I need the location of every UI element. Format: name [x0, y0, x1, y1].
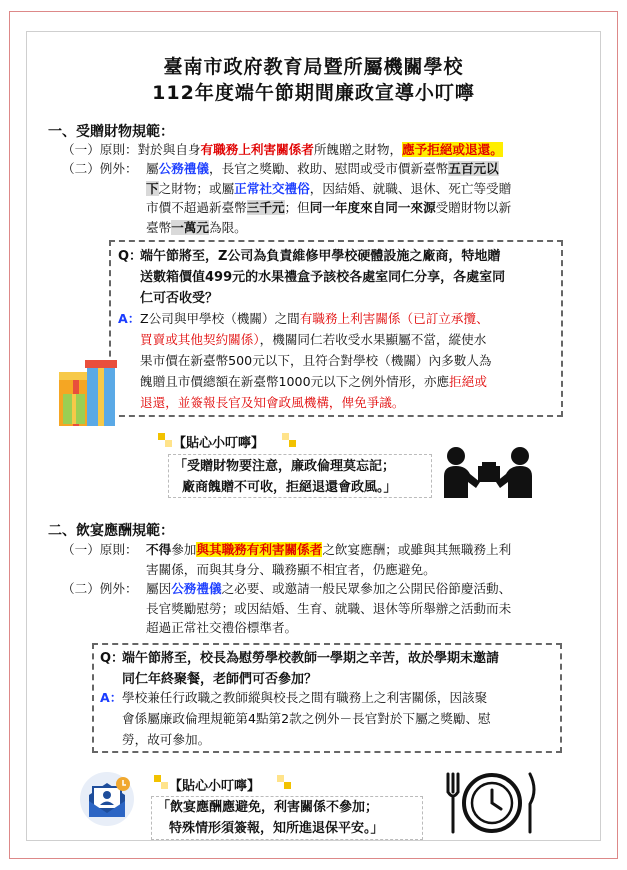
principle-label: （一）原則：: [62, 142, 138, 157]
ex-gray: 一萬元: [171, 219, 209, 235]
principle-text: 對於與自身: [137, 142, 201, 157]
q-line: 端午節將至，Z公司為負責維修甲學校硬體設施之廠商，特地贈: [140, 249, 501, 264]
qa2-question: [100, 648, 556, 690]
tip-line: 廠商餽贈不可收，拒絕退還會政風。」: [182, 480, 397, 495]
ex-gray: 五百元以: [448, 161, 499, 176]
ex-text: 為限。: [208, 219, 247, 235]
ex-text: 市價不超過新臺幣: [146, 200, 247, 216]
bribe-exchange-icon: [440, 442, 536, 500]
section2-heading: 二、飲宴應酬規範：: [48, 523, 174, 539]
q-line: 送數箱價值499元的水果禮盒予該校各處室同仁分享，各處室同: [140, 270, 506, 285]
ex-text: 屬: [146, 161, 159, 176]
q-label: Q：: [100, 651, 125, 666]
section1-principle: [62, 140, 503, 160]
title-line-2: 112年度端午節期間廉政宣導小叮嚀: [152, 82, 475, 104]
ex-text: 之財物；或屬: [158, 180, 235, 196]
ex-blue: 正常社交禮俗: [234, 180, 310, 196]
tip-line: 「飲宴應酬應避免，利害關係不參加；: [157, 800, 379, 815]
a-label: A：: [118, 311, 141, 326]
qa1-question: [118, 246, 558, 309]
ex-blue: 公務禮儀: [171, 581, 222, 596]
pr-highlight: 與其職務有利害關係者: [196, 542, 323, 557]
section1-heading: 一、受贈財物規範：: [48, 124, 174, 140]
pr-bold: 不得: [146, 542, 172, 557]
a-text: ，機關同仁若收受水果顯屬不當，縱使水: [259, 332, 487, 347]
section2-principle: [146, 540, 586, 579]
ex-blue: 公務禮儀: [158, 161, 209, 176]
a-red: 有職務上利害關係（已訂立承攬、: [299, 311, 489, 326]
ex-text: ；但: [284, 200, 310, 216]
a-label: A：: [100, 690, 123, 705]
pr-text: 害關係，而與其身分、職務顯不相宜者，仍應避免。: [146, 561, 436, 577]
section2-exception-label: （二）例外：: [62, 581, 138, 596]
qa1-answer: [118, 308, 563, 413]
dinner-plate-clock-icon: [440, 770, 540, 836]
a-text: 會係屬廉政倫理規範第4點第2款之例外－長官對於下屬之獎勵、慰: [122, 711, 491, 726]
tip1-title: 【貼心小叮嚀】: [173, 436, 265, 451]
gift-box-icon: [57, 358, 119, 430]
section1-exception-label: （二）例外：: [62, 161, 138, 176]
tip1-frame: [168, 454, 432, 498]
principle-red: 有職務上利害關係者: [200, 142, 314, 157]
a-red: 退還，並簽報長官及知會政風機構，俾免爭議。: [140, 395, 405, 410]
pr-text: 之飲宴應酬；或雖與其無職務上利: [322, 542, 512, 557]
a-text: 餽贈且市價總額在新臺幣1000元以下之例外情形，亦應: [140, 374, 450, 389]
ex-text: 長官獎勵慰勞；或因結婚、生育、就職、退休等所舉辦之活動而未: [146, 600, 512, 616]
tip2-frame: [151, 796, 423, 840]
ex-gray: 下: [146, 180, 159, 196]
q-label: Q：: [118, 249, 143, 264]
ex-text: 超過正常社交禮俗標準者。: [146, 620, 298, 636]
ex-text: 臺幣: [146, 219, 172, 235]
a-text: Z公司與甲學校（機關）之間: [140, 311, 300, 326]
ex-text: 受贈財物以新: [435, 200, 512, 216]
tip-decor: [165, 440, 172, 447]
a-text: 學校兼任行政職之教師縱與校長之間有職務上之利害關係，因該聚: [122, 690, 488, 705]
q-line: 同仁年終聚餐，老師們可否參加？: [122, 672, 318, 687]
tip2-title: 【貼心小叮嚀】: [169, 779, 261, 794]
section1-exception: [146, 159, 586, 237]
a-red: 拒絕或: [449, 374, 487, 389]
tip-decor: [282, 433, 289, 440]
tip-line: 特殊情形須簽報，知所進退保平安。」: [169, 821, 384, 836]
ex-text: 之必要、或邀請一般民眾參加之公開民俗節慶活動、: [221, 581, 512, 596]
title-line-1: 臺南市政府教育局暨所屬機關學校: [163, 56, 464, 78]
invitation-envelope-icon: [79, 771, 135, 827]
section2-principle-label: （一）原則：: [62, 542, 138, 557]
tip-decor: [154, 775, 161, 782]
a-text: 果市價在新臺幣500元以下，且符合對學校（機關）內多數人為: [140, 353, 492, 368]
a-red: 買賣或其他契約關係）: [140, 332, 260, 347]
tip-decor: [289, 440, 296, 447]
qa2-answer: [100, 687, 556, 750]
ex-text: ，因結婚、就職、退休、死亡等受贈: [309, 180, 512, 196]
pr-text: 參加: [171, 542, 197, 557]
tip-decor: [284, 782, 291, 789]
principle-highlight: 應予拒絕或退還。: [402, 142, 503, 157]
ex-text: ，長官之獎勵、救助、慰問或受市價新臺幣: [208, 161, 449, 176]
tip-decor: [161, 782, 168, 789]
ex-text: 屬因: [146, 581, 172, 596]
principle-mid: 所餽贈之財物，: [313, 142, 403, 157]
tip-decor: [158, 433, 165, 440]
tip-line: 「受贈財物要注意，廉政倫理莫忘記；: [174, 459, 396, 474]
q-line: 仁可否收受？: [140, 291, 219, 306]
ex-gray: 三千元: [246, 200, 285, 216]
ex-bold: 同一年度來自同一來源: [309, 200, 436, 216]
q-line: 端午節將至，校長為慰勞學校教師一學期之辛苦，故於學期末邀請: [122, 651, 500, 666]
section2-exception: [146, 579, 586, 638]
a-text: 勞，故可參加。: [122, 732, 211, 747]
tip-decor: [277, 775, 284, 782]
